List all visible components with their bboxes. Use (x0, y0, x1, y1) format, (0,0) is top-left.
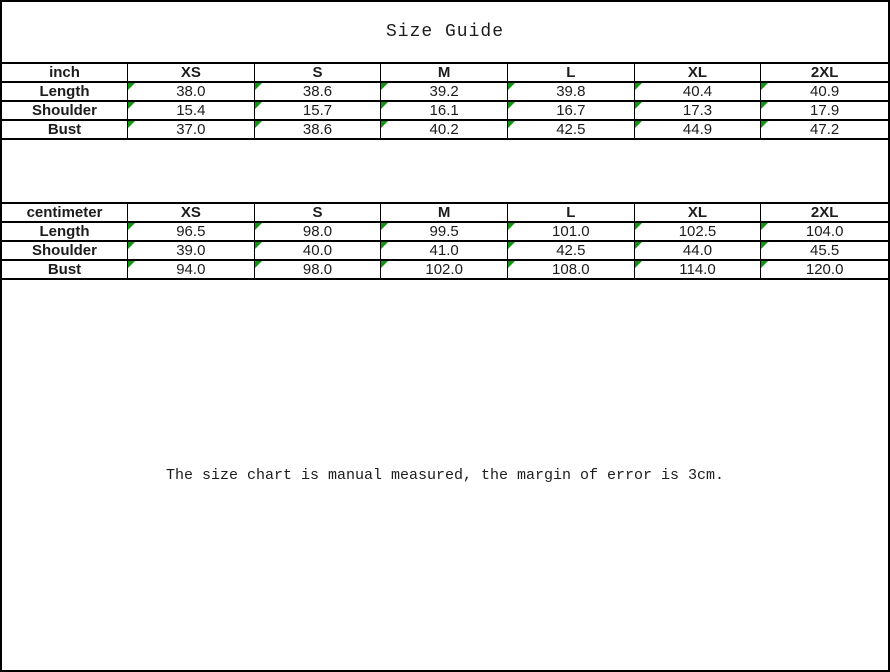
corner-marker-icon (381, 261, 388, 268)
unit-label-cell-text: centimeter (26, 204, 103, 221)
value-cell-text: 102.0 (425, 261, 463, 278)
value-cell-text: 42.5 (556, 121, 586, 138)
measure-label-cell-text: Length (39, 83, 90, 100)
corner-marker-icon (761, 261, 768, 268)
inch-size-table (2, 64, 888, 140)
value-cell-text: 38.6 (302, 83, 333, 100)
value-cell-text: 108.0 (552, 261, 590, 278)
title-row (2, 2, 888, 64)
value-cell (635, 83, 762, 100)
measure-label-cell (2, 261, 128, 278)
value-cell (761, 242, 888, 259)
unit-label-cell (2, 204, 128, 221)
corner-marker-icon (381, 102, 388, 109)
measure-label-cell-text: Bust (47, 121, 82, 138)
value-cell (635, 242, 762, 259)
size-header-cell (761, 204, 888, 221)
value-cell (128, 102, 255, 119)
value-cell (255, 83, 382, 100)
corner-marker-icon (255, 83, 262, 90)
size-header-cell (255, 204, 382, 221)
corner-marker-icon (635, 121, 642, 128)
value-cell-text: 44.0 (682, 242, 713, 259)
value-cell-text: 94.0 (176, 261, 206, 278)
measurement-row (2, 242, 888, 261)
size-header-cell (635, 204, 762, 221)
value-cell-text: 47.2 (810, 121, 840, 138)
centimeter-size-table (2, 204, 888, 280)
corner-marker-icon (381, 223, 388, 230)
corner-marker-icon (128, 102, 135, 109)
value-cell (381, 242, 508, 259)
value-cell (761, 223, 888, 240)
value-cell (761, 83, 888, 100)
footer-note: The size chart is manual measured, the margin of error is 3cm. (165, 466, 725, 484)
value-cell (255, 261, 382, 278)
measurement-row (2, 83, 888, 102)
measure-label-cell-text: Bust (47, 261, 82, 278)
corner-marker-icon (128, 223, 135, 230)
measure-label-cell-text: Shoulder (31, 242, 97, 259)
measurement-row (2, 223, 888, 242)
corner-marker-icon (761, 83, 768, 90)
footer-note-row (2, 280, 888, 670)
value-cell-text: 114.0 (679, 261, 716, 278)
value-cell (255, 102, 382, 119)
value-cell (508, 121, 635, 138)
measure-label-cell-text: Length (39, 223, 90, 240)
value-cell (128, 223, 255, 240)
value-cell (255, 121, 382, 138)
value-cell-text: 40.9 (810, 83, 840, 100)
corner-marker-icon (128, 261, 135, 268)
value-cell-text: 16.1 (429, 102, 459, 119)
value-cell (508, 83, 635, 100)
value-cell-text: 40.4 (682, 83, 713, 100)
unit-label-cell-text: inch (49, 64, 80, 81)
corner-marker-icon (128, 83, 135, 90)
unit-label-cell (2, 64, 128, 81)
corner-marker-icon (508, 223, 515, 230)
size-header-cell-text: S (312, 64, 323, 81)
value-cell (128, 261, 255, 278)
value-cell (128, 121, 255, 138)
size-header-cell (381, 64, 508, 81)
measurement-row (2, 261, 888, 280)
corner-marker-icon (508, 121, 515, 128)
value-cell (381, 83, 508, 100)
value-cell-text: 16.7 (556, 102, 586, 119)
value-cell (381, 261, 508, 278)
size-header-cell-text: 2XL (810, 204, 839, 221)
value-cell (761, 102, 888, 119)
value-cell (508, 223, 635, 240)
value-cell-text: 42.5 (556, 242, 586, 259)
size-header-row (2, 204, 888, 223)
value-cell-text: 38.0 (176, 83, 206, 100)
size-header-cell-text: 2XL (810, 64, 839, 81)
size-header-cell-text: L (566, 204, 576, 221)
value-cell-text: 45.5 (810, 242, 840, 259)
size-header-cell (508, 204, 635, 221)
size-header-cell-text: M (437, 64, 451, 81)
measure-label-cell (2, 223, 128, 240)
measurement-row (2, 102, 888, 121)
size-header-cell-text: S (312, 204, 323, 221)
value-cell-text: 39.0 (176, 242, 206, 259)
corner-marker-icon (635, 242, 642, 249)
value-cell (635, 261, 762, 278)
corner-marker-icon (761, 223, 768, 230)
value-cell-text: 44.9 (682, 121, 713, 138)
corner-marker-icon (381, 242, 388, 249)
value-cell (128, 242, 255, 259)
value-cell-text: 15.4 (176, 102, 206, 119)
value-cell-text: 15.7 (302, 102, 333, 119)
size-header-cell-text: XL (687, 204, 708, 221)
corner-marker-icon (635, 83, 642, 90)
size-header-cell-text: XL (687, 64, 708, 81)
corner-marker-icon (508, 83, 515, 90)
value-cell-text: 120.0 (805, 261, 844, 278)
measure-label-cell-text: Shoulder (31, 102, 97, 119)
size-header-cell-text: XS (180, 204, 201, 221)
value-cell (508, 261, 635, 278)
value-cell-text: 17.3 (682, 102, 713, 119)
value-cell-text: 104.0 (805, 223, 844, 240)
value-cell-text: 99.5 (429, 223, 459, 240)
spacer-row (2, 140, 888, 204)
value-cell (761, 261, 888, 278)
corner-marker-icon (635, 102, 642, 109)
corner-marker-icon (255, 261, 262, 268)
size-header-cell (381, 204, 508, 221)
value-cell-text: 40.2 (429, 121, 459, 138)
value-cell-text: 102.5 (678, 223, 717, 240)
value-cell (255, 242, 382, 259)
value-cell-text: 39.8 (556, 83, 586, 100)
measure-label-cell (2, 83, 128, 100)
value-cell (635, 102, 762, 119)
page-title: Size Guide (385, 22, 505, 42)
size-header-cell (635, 64, 762, 81)
corner-marker-icon (255, 102, 262, 109)
size-header-cell-text: L (566, 64, 576, 81)
size-header-cell (255, 64, 382, 81)
value-cell (635, 223, 762, 240)
corner-marker-icon (255, 121, 262, 128)
value-cell-text: 41.0 (429, 242, 459, 259)
corner-marker-icon (381, 83, 388, 90)
corner-marker-icon (761, 121, 768, 128)
size-header-cell-text: M (437, 204, 451, 221)
size-header-cell-text: XS (180, 64, 201, 81)
corner-marker-icon (508, 102, 515, 109)
value-cell (508, 102, 635, 119)
value-cell-text: 39.2 (429, 83, 459, 100)
corner-marker-icon (761, 242, 768, 249)
value-cell-text: 98.0 (302, 261, 333, 278)
value-cell (761, 121, 888, 138)
size-header-cell (761, 64, 888, 81)
value-cell (255, 223, 382, 240)
corner-marker-icon (255, 223, 262, 230)
corner-marker-icon (635, 223, 642, 230)
corner-marker-icon (508, 261, 515, 268)
size-header-row (2, 64, 888, 83)
value-cell (381, 223, 508, 240)
size-header-cell (128, 64, 255, 81)
size-header-cell (128, 204, 255, 221)
value-cell (381, 102, 508, 119)
corner-marker-icon (635, 261, 642, 268)
value-cell-text: 37.0 (176, 121, 206, 138)
value-cell (381, 121, 508, 138)
corner-marker-icon (761, 102, 768, 109)
value-cell-text: 38.6 (302, 121, 333, 138)
measure-label-cell (2, 242, 128, 259)
corner-marker-icon (255, 242, 262, 249)
corner-marker-icon (128, 121, 135, 128)
value-cell-text: 40.0 (302, 242, 333, 259)
value-cell-text: 17.9 (810, 102, 840, 119)
size-header-cell (508, 64, 635, 81)
value-cell (128, 83, 255, 100)
measure-label-cell (2, 102, 128, 119)
corner-marker-icon (508, 242, 515, 249)
measure-label-cell (2, 121, 128, 138)
value-cell-text: 101.0 (552, 223, 590, 240)
measurement-row (2, 121, 888, 140)
corner-marker-icon (128, 242, 135, 249)
value-cell (508, 242, 635, 259)
value-cell (635, 121, 762, 138)
corner-marker-icon (381, 121, 388, 128)
value-cell-text: 98.0 (302, 223, 333, 240)
value-cell-text: 96.5 (176, 223, 206, 240)
